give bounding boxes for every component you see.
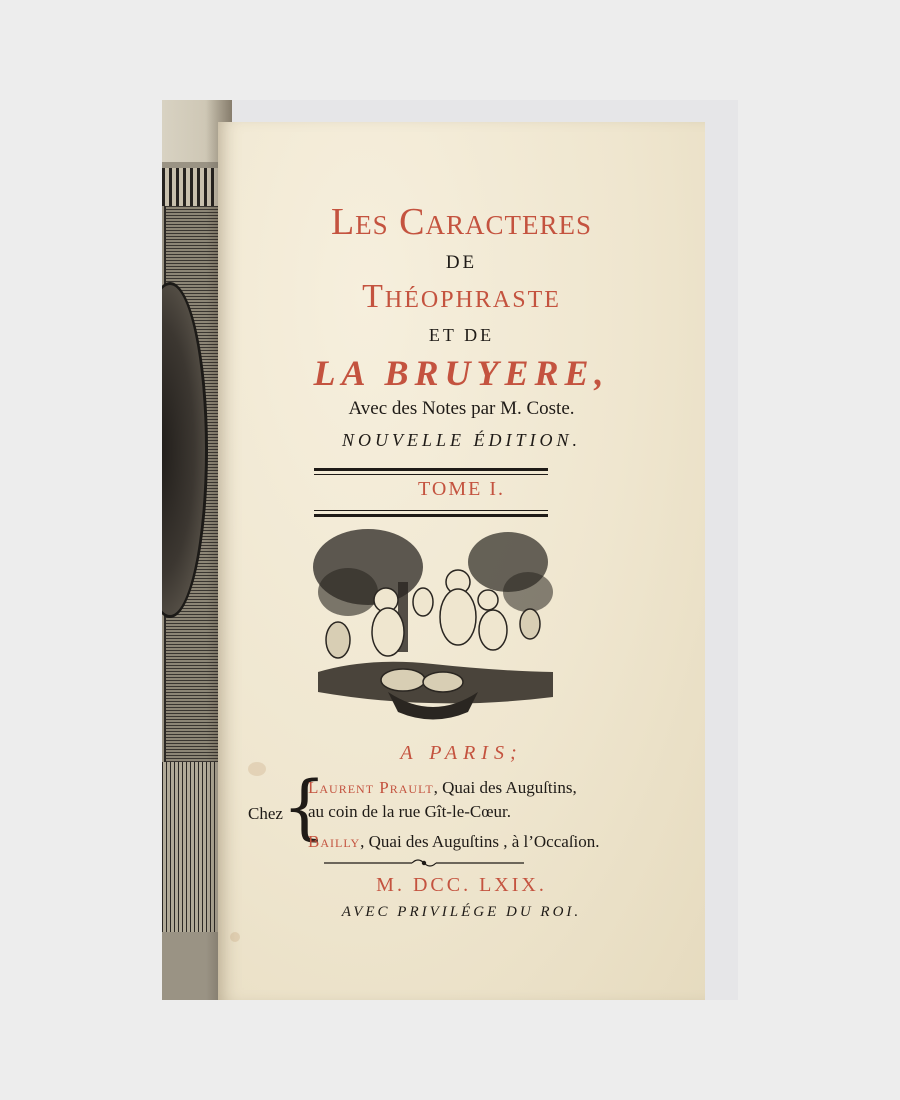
cherubs-vignette — [308, 522, 558, 727]
book-title: Les Caracteres — [330, 201, 593, 243]
imprint-printer-2 — [308, 832, 600, 852]
title-connector-de: DE — [445, 252, 478, 273]
printer-1-address: , Quai des Auguſtins, — [433, 778, 577, 797]
notes-line: Avec des Notes par M. Coste. — [348, 398, 575, 419]
ornamental-rule — [322, 858, 526, 868]
royal-privilege: AVEC PRIVILÉGE DU ROI. — [341, 904, 582, 920]
imprint-date: M. DCC. LXIX. — [376, 874, 547, 896]
imprint-brace: { — [282, 766, 327, 848]
title-connector-et-de: ET DE — [428, 325, 495, 345]
imprint-chez: Chez — [248, 804, 283, 823]
printer-2-address: , Quai des Auguſtins , à l’Occaſion. — [360, 832, 600, 851]
author-theophraste: Théophraste — [362, 278, 561, 315]
title-page — [218, 122, 705, 1000]
imprint-place: A PARIS; — [400, 742, 523, 764]
imprint-printer-1-line2: au coin de la rue Gît-le-Cœur. — [308, 802, 511, 821]
volume-label: TOME I. — [418, 478, 505, 500]
printer-2-name: Bailly — [308, 832, 361, 851]
imprint-printer-1 — [308, 778, 577, 798]
author-la-bruyere: LA BRUYERE, — [313, 353, 610, 393]
foxing-spot — [230, 932, 240, 942]
double-rule-bottom — [314, 510, 548, 517]
double-rule-top — [314, 468, 548, 475]
printer-1-name: Laurent Prault — [308, 778, 434, 797]
edition-line: NOUVELLE ÉDITION. — [341, 430, 581, 450]
